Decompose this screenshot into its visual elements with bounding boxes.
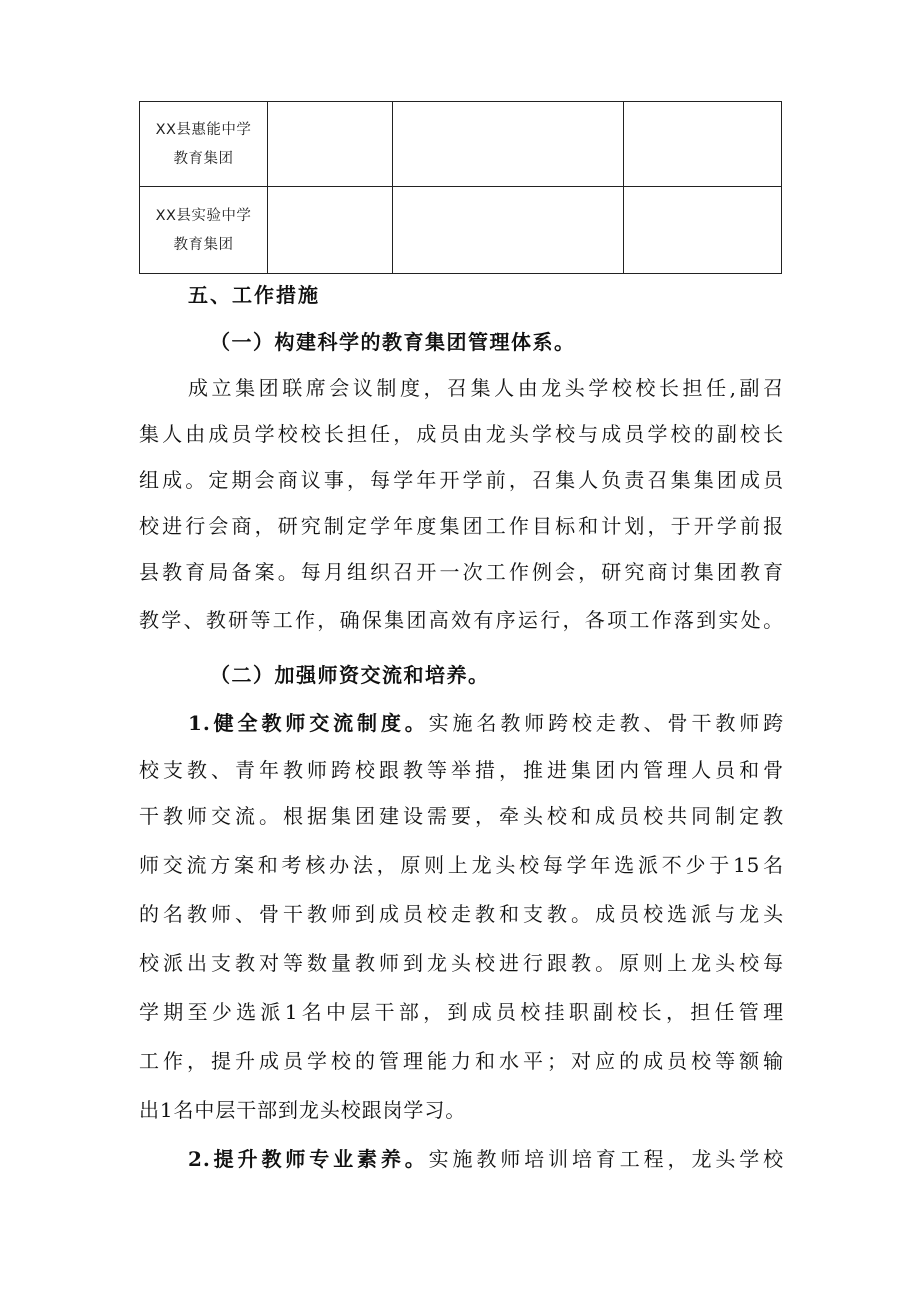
- subsection-heading-2: （二）加强师资交流和培养。: [210, 663, 490, 687]
- paragraph-3-first-text: 实施教师培训培育工程，龙头学校: [428, 1147, 785, 1171]
- section-heading: 五、工作措施: [188, 283, 320, 307]
- paragraph-1-line: 校进行会商，研究制定学年度集团工作目标和计划，于开学前报: [139, 514, 784, 538]
- group-name-line2: 教育集团: [173, 237, 234, 253]
- table-row-2-cell-4: [623, 186, 782, 274]
- table-row-1-cell-4: [623, 101, 782, 187]
- paragraph-3-bold-lead: 2.提升教师专业素养。: [188, 1147, 429, 1171]
- paragraph-2-line: 学期至少选派1名中层干部，到成员校挂职副校长，担任管理: [139, 1000, 784, 1024]
- paragraph-2-line: 师交流方案和考核办法，原则上龙头校每学年选派不少于15名: [139, 853, 784, 877]
- paragraph-2-line: 校派出支教对等数量教师到龙头校进行跟教。原则上龙头校每: [139, 951, 784, 975]
- group-name-line1: XX县惠能中学: [155, 122, 252, 138]
- table-row-1-cell-3: [392, 101, 624, 187]
- table-row-2-cell-3: [392, 186, 624, 274]
- table-row-2-cell-2: [267, 186, 393, 274]
- table-row-1-cell-2: [267, 101, 393, 187]
- paragraph-1-line: 成立集团联席会议制度，召集人由龙头学校校长担任,副召: [188, 376, 784, 400]
- paragraph-3-first-line: [188, 1143, 784, 1172]
- paragraph-1-line: 集人由成员学校校长担任，成员由龙头学校与成员学校的副校长: [139, 422, 784, 446]
- paragraph-2-bold-lead: 1.健全教师交流制度。: [188, 711, 429, 735]
- school-group-table: [139, 101, 782, 274]
- group-name-line1: XX县实验中学: [155, 208, 252, 224]
- paragraph-2-line: 工作，提升成员学校的管理能力和水平；对应的成员校等额输: [139, 1049, 784, 1073]
- paragraph-2-line: 的名教师、骨干教师到成员校走教和支教。成员校选派与龙头: [139, 902, 784, 926]
- subsection-heading-1: （一）构建科学的教育集团管理体系。: [210, 330, 576, 354]
- paragraph-2-first-text: 实施名教师跨校走教、骨干教师跨: [428, 711, 785, 735]
- paragraph-2-first-line: [188, 707, 784, 736]
- group-name-line2: 教育集团: [173, 151, 234, 167]
- paragraph-1-line: 组成。定期会商议事，每学年开学前，召集人负责召集集团成员: [139, 468, 784, 492]
- table-row-1-name-cell: [139, 101, 268, 187]
- paragraph-2-line: 校支教、青年教师跨校跟教等举措，推进集团内管理人员和骨: [139, 758, 784, 782]
- paragraph-1-line: 县教育局备案。每月组织召开一次工作例会，研究商讨集团教育: [139, 560, 784, 584]
- paragraph-2-line: 干教师交流。根据集团建设需要，牵头校和成员校共同制定教: [139, 804, 784, 828]
- table-row-2-name-cell: [139, 186, 268, 274]
- paragraph-1-line: 教学、教研等工作，确保集团高效有序运行，各项工作落到实处。: [139, 608, 784, 632]
- paragraph-2-line: 出1名中层干部到龙头校跟岗学习。: [139, 1098, 467, 1122]
